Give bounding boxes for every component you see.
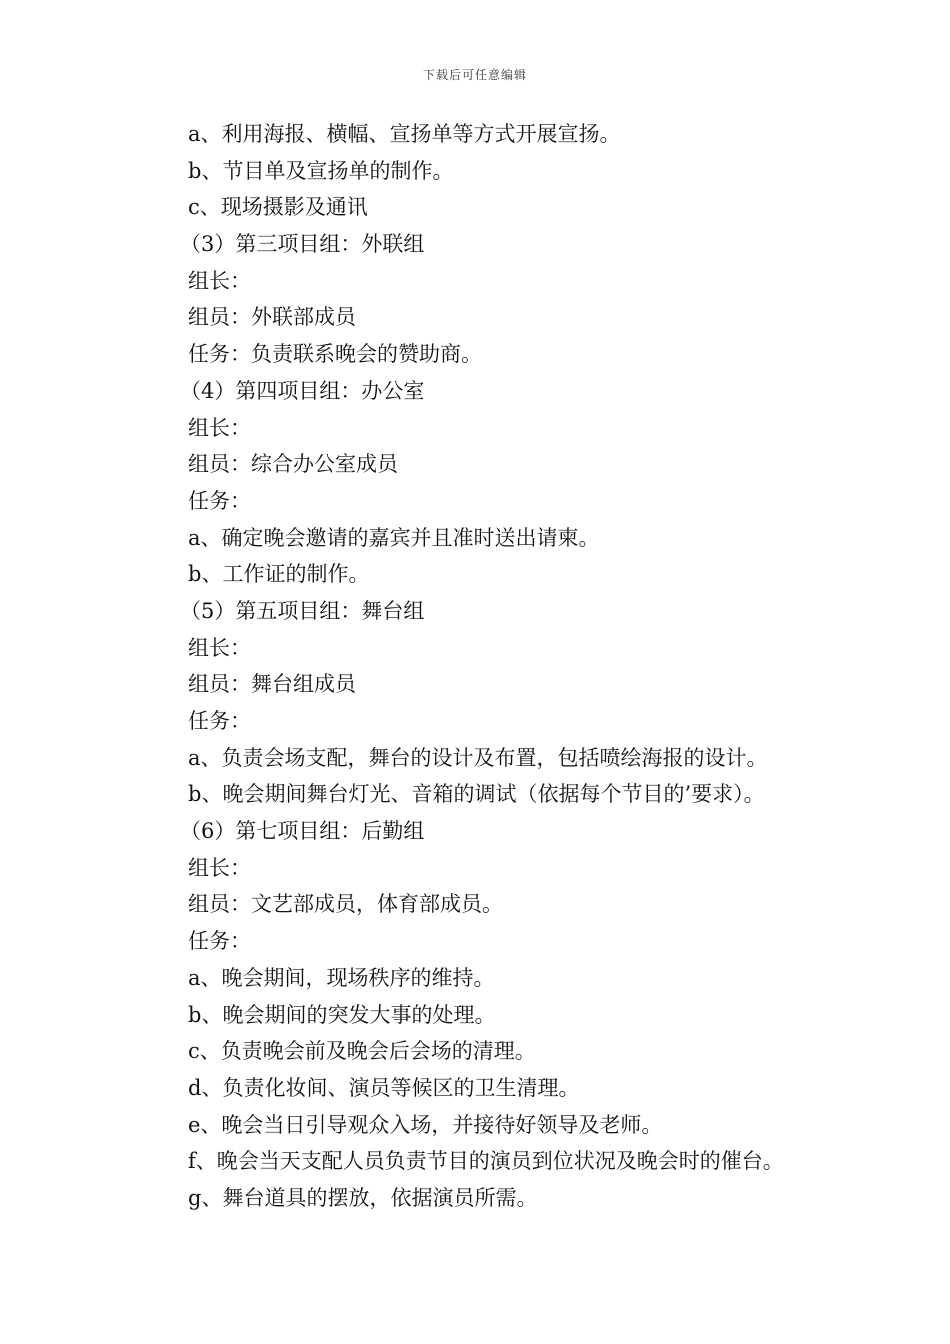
text-line: 组长：: [188, 635, 251, 660]
text-line: 组长：: [188, 268, 251, 293]
text-line: d、负责化妆间、演员等候区的卫生清理。: [188, 1075, 580, 1100]
section-heading: （5）第五项目组：舞台组: [180, 598, 425, 623]
text-line: b、晚会期间舞台灯光、音箱的调试（依据每个节目的’要求）。: [188, 782, 765, 807]
text-line: g、舞台道具的摆放，依据演员所需。: [188, 1185, 538, 1210]
text-line: c、负责晚会前及晚会后会场的清理。: [188, 1039, 536, 1064]
text-line: a、利用海报、横幅、宣扬单等方式开展宣扬。: [188, 122, 621, 146]
text-line: 任务：: [188, 709, 251, 733]
section-heading: （4）第四项目组：办公室: [180, 378, 425, 403]
text-line: f、晚会当天支配人员负责节目的演员到位状况及晚会时的催台。: [188, 1149, 784, 1174]
text-line: b、晚会期间的突发大事的处理。: [188, 1002, 496, 1027]
page-header: 下载后可任意编辑: [422, 68, 527, 82]
text-line: b、节目单及宣扬单的制作。: [188, 158, 454, 183]
text-line: 组员：舞台组成员: [188, 672, 356, 697]
text-line: 组长：: [188, 415, 251, 440]
text-line: e、晚会当日引导观众入场，并接待好领导及老师。: [188, 1112, 663, 1137]
text-line: 任务：: [188, 929, 251, 954]
section-heading: （3）第三项目组：外联组: [180, 232, 425, 257]
text-line: 组员：文艺部成员，体育部成员。: [188, 892, 503, 917]
text-line: 任务：: [188, 488, 251, 513]
text-line: 组员：综合办公室成员: [188, 452, 398, 477]
section-heading: （6）第七项目组：后勤组: [180, 819, 425, 844]
text-line: 组长：: [188, 855, 251, 880]
text-line: 组员：外联部成员: [188, 305, 356, 330]
text-line: a、确定晚会邀请的嘉宾并且准时送出请柬。: [188, 525, 600, 550]
text-line: b、工作证的制作。: [188, 562, 370, 587]
text-line: a、晚会期间，现场秩序的维持。: [188, 965, 495, 990]
document-body: [180, 116, 888, 1217]
text-line: c、现场摄影及通讯: [188, 195, 368, 220]
text-line: 任务：负责联系晚会的赞助商。: [188, 342, 482, 367]
text-line: a、负责会场支配，舞台的设计及布置，包括喷绘海报的设计。: [188, 745, 768, 770]
